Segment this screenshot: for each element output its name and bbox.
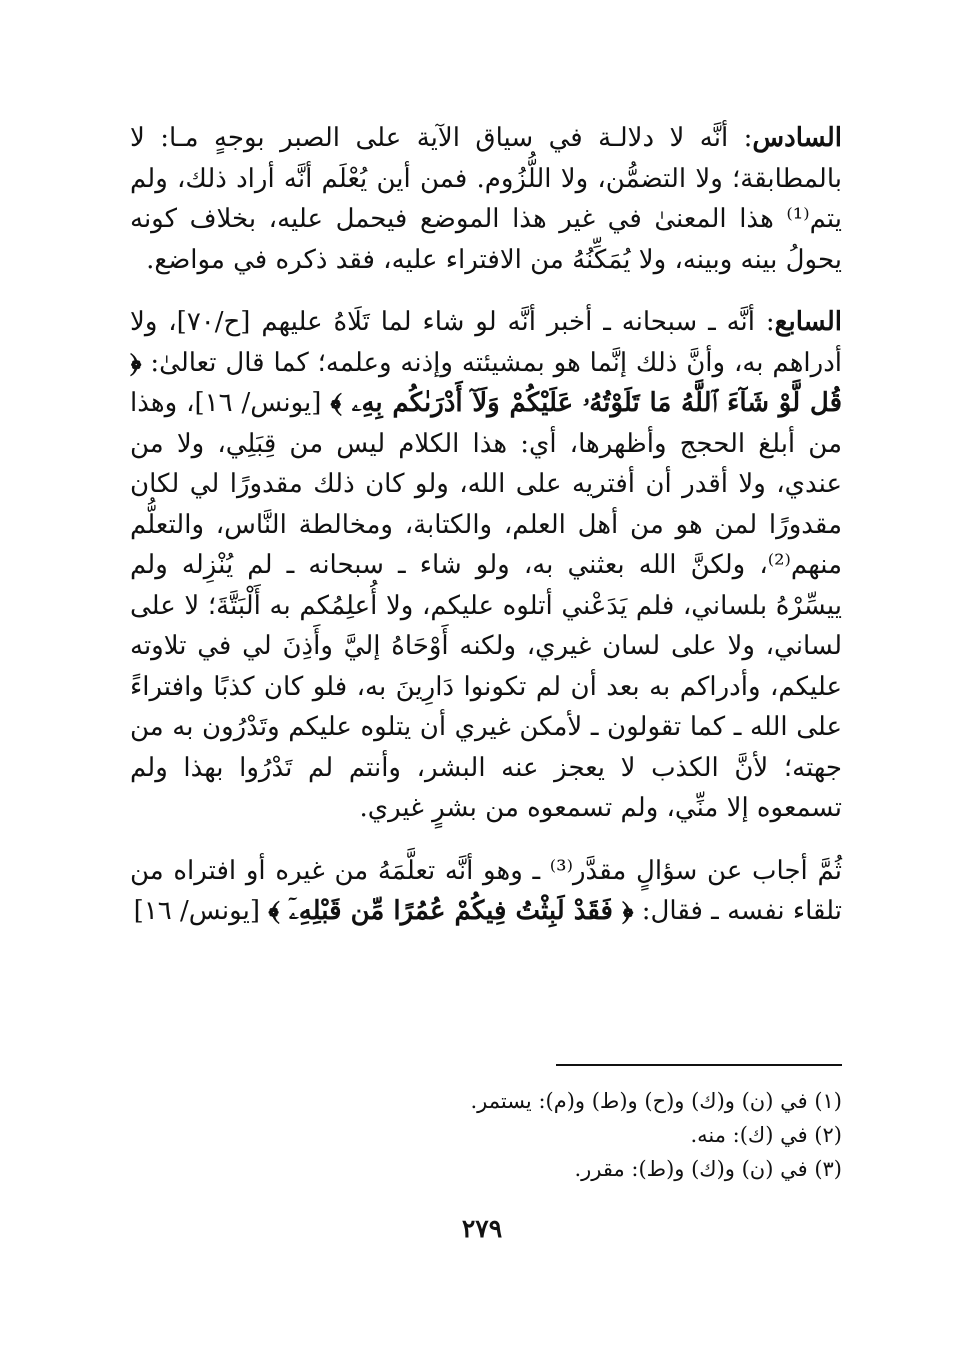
footnote-1: (١) في (ن) و(ك) و(ح) و(ط) و(م): يستمر. [470,1089,842,1113]
quran-verse: ﴿ فَقَدْ لَبِثْتُ فِيكُمْ عُمُرًا مِّن قَبْلِهِۦٓ ﴾ [268,896,634,926]
paragraph-answer [130,851,842,932]
page-number: ٢٧٩ [461,1214,503,1243]
footnote-3: (٣) في (ن) و(ك) و(ط): مقرر. [574,1157,842,1181]
footnotes [400,1084,842,1186]
paragraph-text: [يونس/ ١٦]، وهذا من أبلغ الحجج وأظهرها، أي: هذا الكلام ليس من قِبَلِي، ولا من عندي، ولا أقدر أن أفتريه على الله، ولو كان ذلك مقدورًا لي لكان مقدورًا لمن هو من أهل العلم، والكتابة، ومخالطة النَّاس، والتعلُّم منهم⁽²⁾، ولكنَّ الله بعثني به، ولو شاء ـ سبحانه ـ لم يُنْزِله ولم ييسِّرْهُ بلساني، فلم يَدَعْني أتلوه عليكم، ولا أُعلِمُكم به أَلْبَتَّةَ؛ لا على لساني، ولا على لسان غيري، ولكنه أَوْحَاهُ إليَّ وأَذِنَ لي في تلاوته عليكم، وأدراكم به بعد أن لم تكونوا دَارِينَ به، فلو كان كذبًا وافتراءً على الله ـ كما تقولون ـ لأمكن غيري أن يتلوه عليكم وتَدْرُون به من جهته؛ لأنَّ الكذب لا يعجز عنه البشر، وأنتم لم تَدْرُوا بهذا ولم تسمعوه إلا منِّي، ولم تسمعوه من بشرٍ غيري. [130,388,842,823]
paragraph-lead: السادس [752,123,842,153]
paragraph-text: ثُمَّ أجاب عن سؤالٍ مقدَّر⁽³⁾ ـ وهو أنَّه تعلَّمَهُ من غيره أو افتراه من تلقاء نفسه ـ فقال: [130,855,842,926]
paragraph-text: [يونس/ ١٦] [133,896,260,926]
document-page [130,118,842,932]
paragraph-sixth [130,118,842,280]
paragraph-seventh [130,302,842,829]
footnote-2: (٢) في (ك): منه. [690,1123,842,1147]
quran-verse: ﴿ قُل لَّوْ شَآءَ ٱللَّهُ مَا تَلَوْتُهُۥ عَلَيْكُمْ وَلَآ أَدْرَىٰكُم بِهِۦ ﴾ [130,347,842,418]
paragraph-text: : أنَّه ـ سبحانه ـ أخبر أنَّه لو شاء لما تَلَاهُ عليهم [ح/٧٠]، ولا أدراهم به، وأنَّ ذلك إنَّما هو بمشيئته وإذنه وعلمه؛ كما قال تعالىٰ: [130,307,842,378]
footnote-divider [556,1064,842,1066]
paragraph-text: : أنَّه لا دلالـة في سياق الآية على الصبر بوجهٍ مـا: لا بالمطابقة؛ ولا التضمُّن، ولا اللُّزُوم. فمن أين يُعْلَم أنَّه أراد ذلك، ولم يتم⁽¹⁾ هذا المعنىٰ في غير هذا الموضع فيحمل عليه، بخلاف كونه يحولُ بينه وبينه، ولا يُمَكِّنُهُ من الافتراء عليه، فقد ذكره في مواضع. [130,123,842,275]
paragraph-lead: السابع [774,307,842,337]
